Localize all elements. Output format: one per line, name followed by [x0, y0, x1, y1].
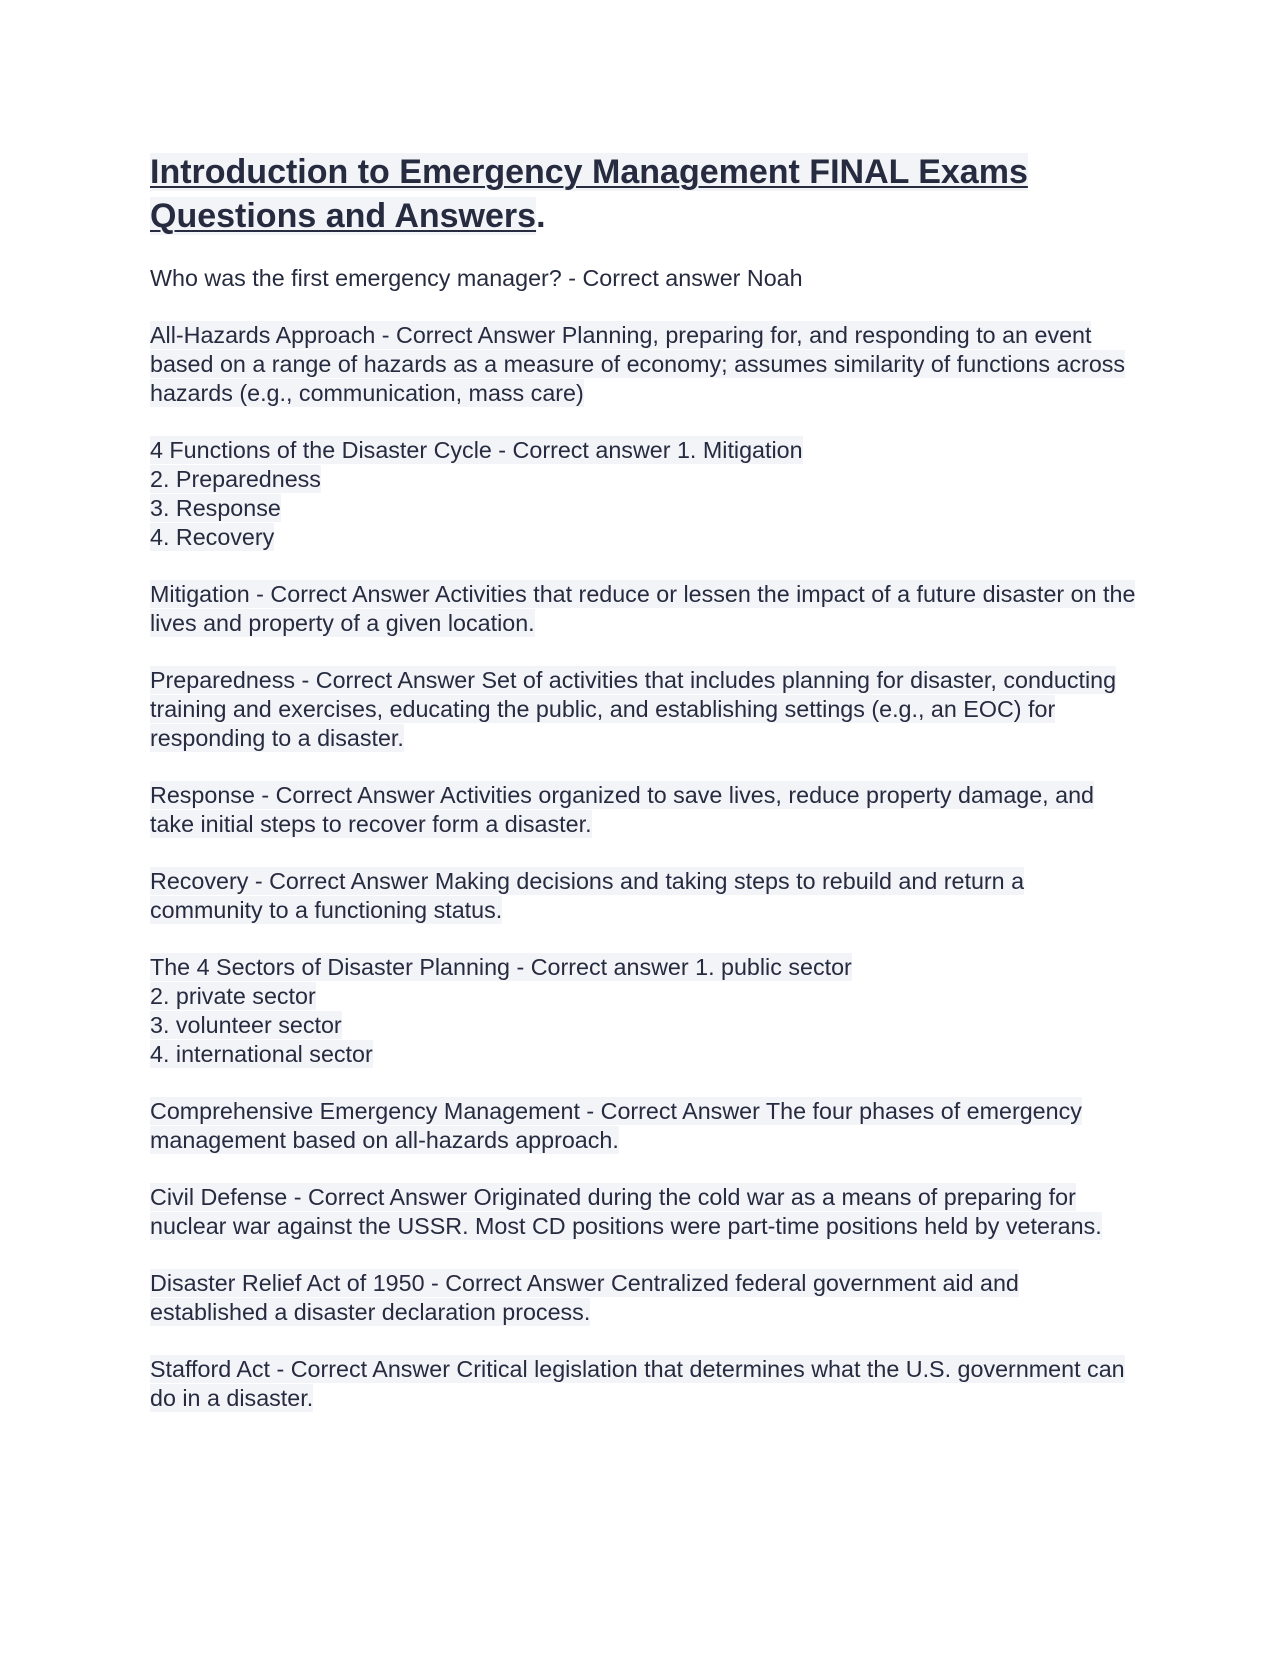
qa-text: Who was the first emergency manager? - Correct answer Noah — [150, 265, 803, 291]
qa-entry-disaster-relief-act-1950 — [150, 1269, 1140, 1327]
qa-text: 4 Functions of the Disaster Cycle - Correct answer 1. Mitigation 2. Preparedness 3. Response 4. Recovery — [150, 437, 803, 550]
qa-text: Civil Defense - Correct Answer Originated during the cold war as a means of preparing for nuclear war against the USSR. Most CD positions were part-time positions held by veterans. — [150, 1184, 1102, 1239]
qa-text: Comprehensive Emergency Management - Correct Answer The four phases of emergency management based on all-hazards approach. — [150, 1098, 1082, 1153]
qa-text: Preparedness - Correct Answer Set of activities that includes planning for disaster, conducting training and exercises, educating the public, and establishing settings (e.g., an EOC) for responding to a disaster. — [150, 667, 1117, 751]
document-title-suffix: . — [536, 197, 546, 235]
qa-entry-civil-defense — [150, 1183, 1140, 1241]
qa-text: The 4 Sectors of Disaster Planning - Correct answer 1. public sector 2. private sector 3. volunteer sector 4. international sector — [150, 954, 852, 1067]
document-page — [150, 150, 1140, 1441]
qa-entry-preparedness — [150, 666, 1140, 753]
qa-text: Recovery - Correct Answer Making decisions and taking steps to rebuild and return a community to a functioning status. — [150, 868, 1025, 923]
qa-text: Mitigation - Correct Answer Activities that reduce or lessen the impact of a future disaster on the lives and property of a given location. — [150, 581, 1136, 636]
qa-entry-stafford-act — [150, 1355, 1140, 1413]
qa-entry-disaster-cycle-functions — [150, 436, 1140, 552]
qa-entry-response — [150, 781, 1140, 839]
document-title — [150, 150, 1140, 238]
qa-entry-all-hazards-approach — [150, 321, 1140, 408]
qa-entry-first-emergency-manager — [150, 264, 1140, 293]
qa-entry-mitigation — [150, 580, 1140, 638]
qa-text: All-Hazards Approach - Correct Answer Planning, preparing for, and responding to an event based on a range of hazards as a measure of economy; assumes similarity of functions across hazards (e.g., communication, mass care) — [150, 322, 1126, 406]
qa-entry-recovery — [150, 867, 1140, 925]
document-title-text: Introduction to Emergency Management FINAL Exams Questions and Answers — [150, 153, 1028, 235]
qa-text: Disaster Relief Act of 1950 - Correct Answer Centralized federal government aid and established a disaster declaration process. — [150, 1270, 1019, 1325]
qa-entry-comprehensive-emergency-management — [150, 1097, 1140, 1155]
qa-text: Response - Correct Answer Activities organized to save lives, reduce property damage, and take initial steps to recover form a disaster. — [150, 782, 1095, 837]
qa-entry-disaster-planning-sectors — [150, 953, 1140, 1069]
qa-text: Stafford Act - Correct Answer Critical legislation that determines what the U.S. government can do in a disaster. — [150, 1356, 1125, 1411]
